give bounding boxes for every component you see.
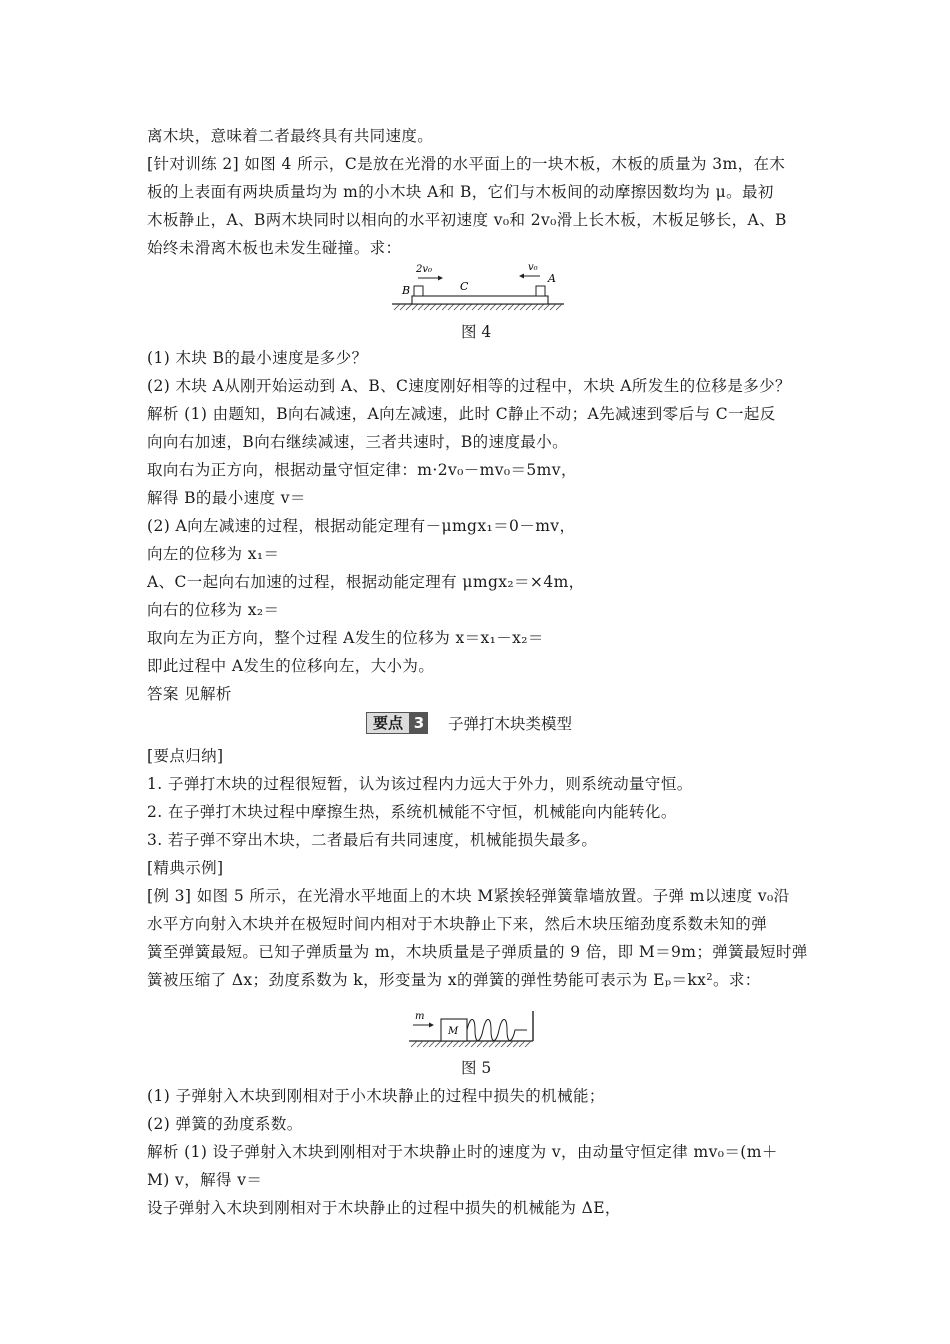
figure-4-label-2v0: 2v₀ (416, 264, 433, 275)
text-line: 木板静止，A、B两木块同时以相向的水平初速度 v₀和 2v₀滑上长木板，木板足够长，A、B (147, 211, 787, 229)
text-line: 水平方向射入木块并在极短时间内相对于木块静止下来，然后木块压缩劲度系数未知的弹 (147, 915, 768, 933)
section-number: 3 (410, 712, 428, 734)
text-line: 取向右为正方向，根据动量守恒定律：m·2v₀－mv₀＝5mv， (147, 461, 577, 479)
text-line: [精典示例] (147, 859, 224, 877)
text-line: 解得 B的最小速度 v＝ (147, 489, 306, 507)
text-line: [针对训练 2] 如图 4 所示，C是放在光滑的水平面上的一块木板，木板的质量为 3m，在木 (147, 155, 786, 173)
text-line: 3. 若子弹不穿出木块，二者最后有共同速度，机械能损失最多。 (147, 831, 598, 849)
text-line: 向向右加速，B向右继续减速，三者共速时，B的速度最小。 (147, 433, 569, 451)
text-line: (2) 弹簧的劲度系数。 (147, 1115, 303, 1133)
text-line: (1) 子弹射入木块到刚相对于小木块静止的过程中损失的机械能； (147, 1087, 605, 1105)
section-heading (366, 712, 572, 734)
text-line: 解析 (1) 设子弹射入木块到刚相对于木块静止时的速度为 v，由动量守恒定律 mv₀＝(m＋ (147, 1143, 778, 1161)
text-line: 簧被压缩了 Δx；劲度系数为 k，形变量为 x的弹簧的弹性势能可表示为 Eₚ＝kx²。求： (147, 971, 761, 989)
figure-5-caption: 图 5 (461, 1059, 492, 1077)
text-line: 答案 见解析 (147, 685, 232, 703)
figure-4-caption: 图 4 (461, 323, 492, 341)
section-title: 子弹打木块类模型 (448, 715, 573, 733)
text-line: 设子弹射入木块到刚相对于木块静止的过程中损失的机械能为 ΔE， (147, 1199, 621, 1217)
figure-5-diagram (405, 1003, 545, 1053)
text-line: 向左的位移为 x₁＝ (147, 545, 280, 563)
text-line: 簧至弹簧最短。已知子弹质量为 m，木块质量是子弹质量的 9 倍，即 M＝9m；弹簧最短时弹 (147, 943, 808, 961)
text-line: 始终未滑离木板也未发生碰撞。求： (147, 239, 402, 257)
text-line: 离木块，意味着二者最终具有共同速度。 (147, 127, 434, 145)
figure-4-label-A: A (548, 272, 556, 285)
text-line: 取向左为正方向，整个过程 A发生的位移为 x＝x₁－x₂＝ (147, 629, 544, 647)
text-line: 1. 子弹打木块的过程很短暂，认为该过程内力远大于外力，则系统动量守恒。 (147, 775, 693, 793)
text-line: (2) A向左减速的过程，根据动能定理有－μmgx₁＝0－mv， (147, 517, 576, 535)
text-line: (2) 木块 A从刚开始运动到 A、B、C速度刚好相等的过程中，木块 A所发生的位移是多少？ (147, 377, 791, 395)
text-line: 2. 在子弹打木块过程中摩擦生热，系统机械能不守恒，机械能向内能转化。 (147, 803, 677, 821)
figure-5-label-M: M (448, 1026, 459, 1037)
text-line: [要点归纳] (147, 747, 224, 765)
text-line: 向右的位移为 x₂＝ (147, 601, 280, 619)
figure-4-label-C: C (460, 280, 469, 293)
section-label: 要点 (366, 712, 410, 734)
text-line: 板的上表面有两块质量均为 m的小木块 A和 B，它们与木板间的动摩擦因数均为 μ。最初 (147, 183, 774, 201)
text-line: A、C一起向右加速的过程，根据动能定理有 μmgx₂＝×4m， (147, 573, 585, 591)
figure-4-label-v0: v₀ (528, 262, 538, 273)
figure-4-label-B: B (402, 284, 411, 297)
figure-4-diagram (388, 258, 568, 320)
text-line: [例 3] 如图 5 所示，在光滑水平地面上的木块 M紧挨轻弹簧靠墙放置。子弹 m以速度 v₀沿 (147, 887, 790, 905)
text-line: (1) 木块 B的最小速度是多少？ (147, 349, 368, 367)
text-line: 即此过程中 A发生的位移向左，大小为。 (147, 657, 435, 675)
figure-5-label-m: m (415, 1011, 425, 1022)
text-line: M) v，解得 v＝ (147, 1171, 263, 1189)
text-line: 解析 (1) 由题知，B向右减速，A向左减速，此时 C静止不动；A先减速到零后与 C一起反 (147, 405, 776, 423)
